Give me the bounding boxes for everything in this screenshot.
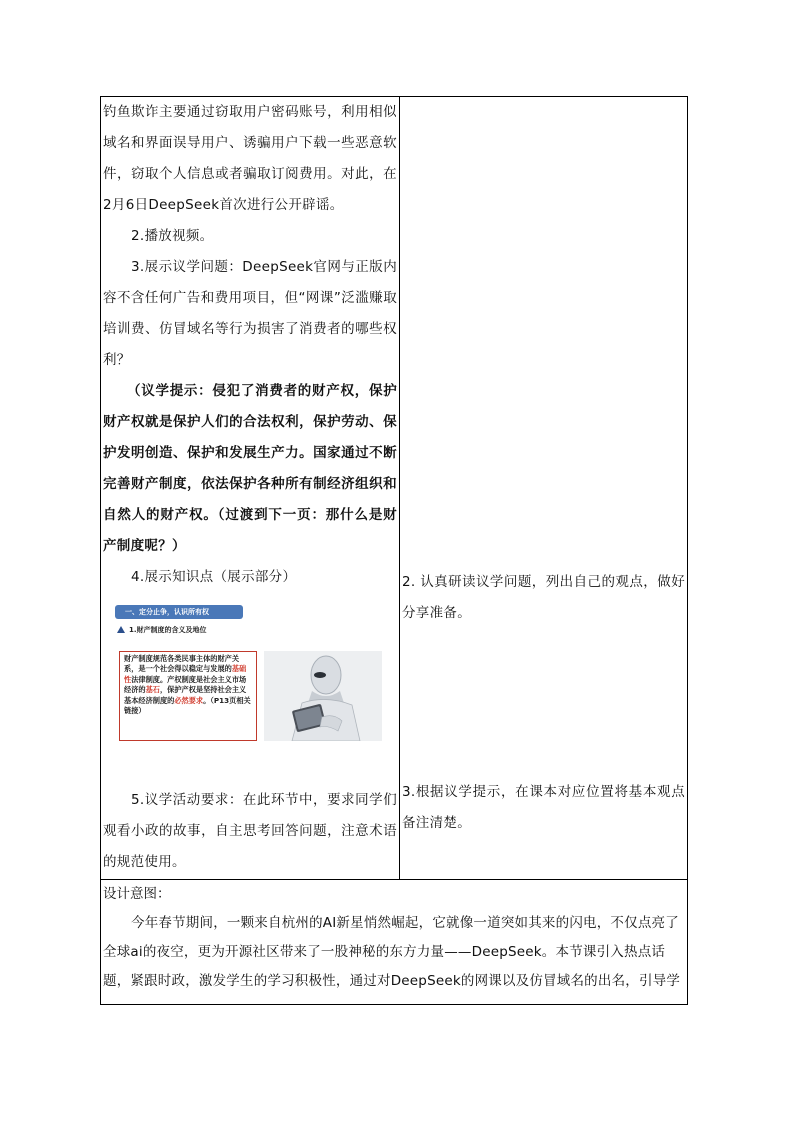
discussion-hint: （议学提示：侵犯了消费者的财产权，保护财产权就是保护人们的合法权利，保护劳动、保护发明创造、保护和发展生产力。国家通过不断完善财产制度，依法保护各种所有制经济组织和自然人的财产权。（过渡到下一页：那什么是财产制度呢？） bbox=[103, 383, 397, 554]
step-2: 2.播放视频。 bbox=[131, 228, 214, 244]
spacer bbox=[400, 97, 687, 567]
slide-subheading-text: 1.财产制度的含义及地位 bbox=[129, 626, 207, 634]
student-activity-cell bbox=[400, 97, 688, 880]
robot-image bbox=[264, 651, 382, 741]
slide-subheading bbox=[117, 625, 207, 635]
box-text-4: 。（P13页相关链接） bbox=[124, 695, 251, 716]
lesson-table bbox=[100, 96, 688, 1005]
student-item-3: 3.根据议学提示，在课本对应位置将基本观点备注清楚。 bbox=[402, 784, 685, 831]
design-title: 设计意图： bbox=[103, 886, 171, 902]
box-highlight-3: 必然要求 bbox=[174, 695, 204, 705]
activity-row bbox=[101, 97, 688, 880]
design-intent-cell bbox=[101, 880, 688, 1005]
step-3: 3.展示议学问题：DeepSeek官网与正版内容不含任何广告和费用项目，但“网课”泛滥赚取培训费、仿冒域名等行为损害了消费者的哪些权利？ bbox=[103, 259, 397, 368]
triangle-icon bbox=[117, 626, 125, 633]
slide-header: 一、定分止争，认识所有权 bbox=[115, 605, 243, 619]
step-5: 5.议学活动要求：在此环节中，要求同学们观看小政的故事，自主思考回答问题，注意术语的规范使用。 bbox=[103, 792, 397, 870]
knowledge-slide bbox=[107, 603, 397, 743]
box-highlight-1: 基础性 bbox=[124, 664, 247, 684]
robot-illustration bbox=[264, 651, 382, 741]
design-row bbox=[101, 880, 688, 1005]
box-text-1: 财产制度规范各类民事主体的财产关系，是一个社会得以稳定与发展的 bbox=[124, 654, 240, 674]
box-text-2: 法律制度。产权制度是社会主义市场经济的 bbox=[124, 674, 247, 695]
spacer bbox=[101, 743, 399, 785]
student-item-2: 2. 认真研读议学问题，列出自己的观点，做好分享准备。 bbox=[402, 574, 685, 621]
step-4: 4.展示知识点（展示部分） bbox=[131, 569, 297, 585]
box-text-3: ，保护产权是坚持社会主义基本经济制度的 bbox=[124, 685, 247, 705]
design-body: 今年春节期间，一颗来自杭州的AI新星悄然崛起，它就像一道突如其来的闪电，不仅点亮了全球ai的夜空，更为开源社区带来了一股神秘的东方力量——DeepSeek。本节课引入热点话题，紧跟时政，激发学生的学习积极性，通过对DeepSeek的网课以及仿冒域名的出名，引导学 bbox=[103, 915, 681, 989]
box-highlight-2: 基石 bbox=[145, 685, 160, 695]
phishing-paragraph: 钓鱼欺诈主要通过窃取用户密码账号，利用相似域名和界面误导用户、诱骗用户下载一些恶意软件，窃取个人信息或者骗取订阅费用。对此，在2月6日DeepSeek首次进行公开辟谣。 bbox=[103, 104, 397, 213]
definition-box bbox=[119, 651, 257, 741]
spacer bbox=[400, 629, 687, 777]
teacher-activity-cell bbox=[101, 97, 400, 880]
